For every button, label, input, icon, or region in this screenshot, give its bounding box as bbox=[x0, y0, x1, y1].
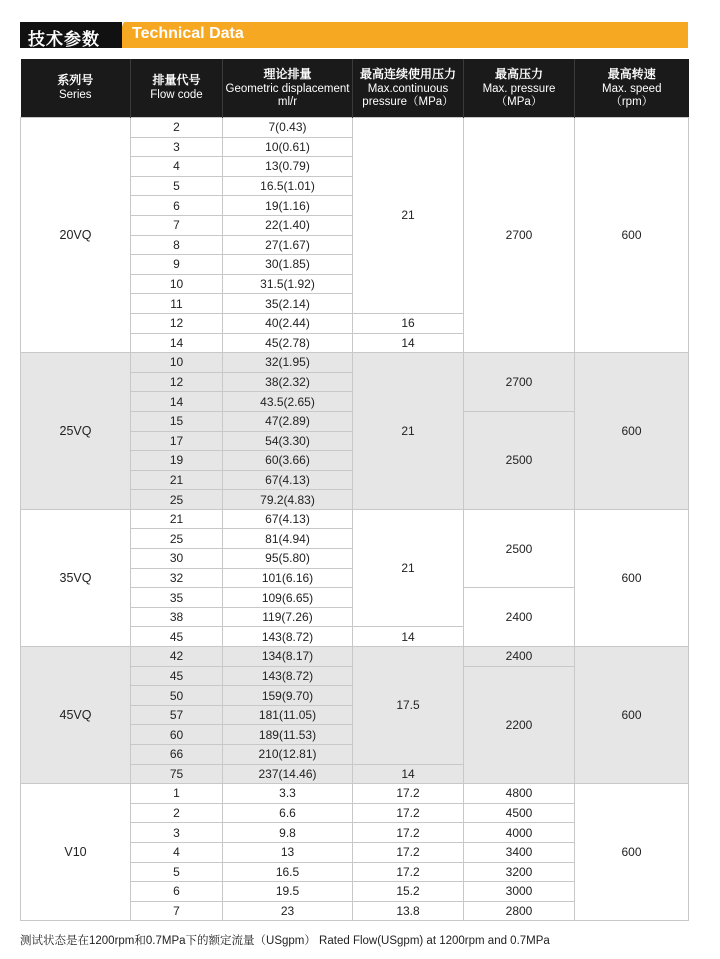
displacement-cell: 13(0.79) bbox=[223, 157, 353, 177]
max-pressure-cell: 2800 bbox=[464, 901, 575, 921]
column-header-series bbox=[21, 59, 131, 118]
continuous-pressure-cell: 15.2 bbox=[353, 882, 464, 902]
displacement-cell: 19.5 bbox=[223, 882, 353, 902]
series-cell: 20VQ bbox=[21, 118, 131, 353]
displacement-cell: 210(12.81) bbox=[223, 745, 353, 765]
max-speed-cell: 600 bbox=[575, 353, 689, 510]
column-header-en: （MPa） bbox=[495, 95, 543, 108]
column-header-flow-code bbox=[131, 59, 223, 118]
continuous-pressure-cell: 17.2 bbox=[353, 862, 464, 882]
table-row bbox=[21, 118, 689, 138]
max-pressure-cell: 2200 bbox=[464, 666, 575, 784]
displacement-cell: 101(6.16) bbox=[223, 568, 353, 588]
flow-code-cell: 21 bbox=[131, 509, 223, 529]
max-pressure-cell: 4000 bbox=[464, 823, 575, 843]
max-pressure-cell: 2700 bbox=[464, 118, 575, 353]
continuous-pressure-cell: 21 bbox=[353, 509, 464, 627]
displacement-cell: 23 bbox=[223, 901, 353, 921]
displacement-cell: 189(11.53) bbox=[223, 725, 353, 745]
flow-code-cell: 75 bbox=[131, 764, 223, 784]
displacement-cell: 16.5 bbox=[223, 862, 353, 882]
flow-code-cell: 3 bbox=[131, 137, 223, 157]
flow-code-cell: 11 bbox=[131, 294, 223, 314]
displacement-cell: 119(7.26) bbox=[223, 607, 353, 627]
displacement-cell: 143(8.72) bbox=[223, 627, 353, 647]
section-title-cn: 技术参数 bbox=[28, 30, 100, 49]
max-pressure-cell: 2400 bbox=[464, 647, 575, 667]
max-pressure-cell: 4500 bbox=[464, 803, 575, 823]
flow-code-cell: 60 bbox=[131, 725, 223, 745]
column-header-cn: 最高压力 bbox=[494, 66, 543, 81]
series-cell: V10 bbox=[21, 784, 131, 921]
flow-code-cell: 7 bbox=[131, 215, 223, 235]
max-pressure-cell: 3000 bbox=[464, 882, 575, 902]
continuous-pressure-cell: 17.2 bbox=[353, 803, 464, 823]
displacement-cell: 237(14.46) bbox=[223, 764, 353, 784]
column-header-cn: 最高转速 bbox=[607, 66, 656, 81]
table-row bbox=[21, 784, 689, 804]
continuous-pressure-cell: 16 bbox=[353, 313, 464, 333]
flow-code-cell: 66 bbox=[131, 745, 223, 765]
flow-code-cell: 2 bbox=[131, 118, 223, 138]
displacement-cell: 6.6 bbox=[223, 803, 353, 823]
column-header-continuous-pressure bbox=[353, 59, 464, 118]
max-speed-cell: 600 bbox=[575, 118, 689, 353]
displacement-cell: 109(6.65) bbox=[223, 588, 353, 608]
flow-code-cell: 50 bbox=[131, 686, 223, 706]
displacement-cell: 45(2.78) bbox=[223, 333, 353, 353]
table-row bbox=[21, 509, 689, 529]
footnote: 测试状态是在1200rpm和0.7MPa下的额定流量（USgpm） Rated Flow(USgpm) at 1200rpm and 0.7MPa bbox=[20, 935, 550, 947]
column-header-en: Max.continuous bbox=[367, 82, 449, 95]
displacement-cell: 38(2.32) bbox=[223, 372, 353, 392]
displacement-cell: 10(0.61) bbox=[223, 137, 353, 157]
max-pressure-cell: 2500 bbox=[464, 509, 575, 587]
displacement-cell: 95(5.80) bbox=[223, 549, 353, 569]
displacement-cell: 22(1.40) bbox=[223, 215, 353, 235]
flow-code-cell: 2 bbox=[131, 803, 223, 823]
displacement-cell: 35(2.14) bbox=[223, 294, 353, 314]
continuous-pressure-cell: 14 bbox=[353, 333, 464, 353]
displacement-cell: 40(2.44) bbox=[223, 313, 353, 333]
displacement-cell: 159(9.70) bbox=[223, 686, 353, 706]
continuous-pressure-cell: 14 bbox=[353, 764, 464, 784]
table-row bbox=[21, 353, 689, 373]
flow-code-cell: 32 bbox=[131, 568, 223, 588]
displacement-cell: 47(2.89) bbox=[223, 411, 353, 431]
displacement-cell: 67(4.13) bbox=[223, 470, 353, 490]
displacement-cell: 81(4.94) bbox=[223, 529, 353, 549]
continuous-pressure-cell: 17.2 bbox=[353, 784, 464, 804]
flow-code-cell: 12 bbox=[131, 313, 223, 333]
flow-code-cell: 30 bbox=[131, 549, 223, 569]
flow-code-cell: 6 bbox=[131, 882, 223, 902]
max-pressure-cell: 3200 bbox=[464, 862, 575, 882]
displacement-cell: 27(1.67) bbox=[223, 235, 353, 255]
column-header-max-speed bbox=[575, 59, 689, 118]
max-pressure-cell: 2700 bbox=[464, 353, 575, 412]
flow-code-cell: 10 bbox=[131, 274, 223, 294]
max-pressure-cell: 4800 bbox=[464, 784, 575, 804]
displacement-cell: 16.5(1.01) bbox=[223, 176, 353, 196]
column-header-en: （rpm） bbox=[610, 95, 654, 108]
displacement-cell: 67(4.13) bbox=[223, 509, 353, 529]
displacement-cell: 79.2(4.83) bbox=[223, 490, 353, 510]
flow-code-cell: 3 bbox=[131, 823, 223, 843]
flow-code-cell: 12 bbox=[131, 372, 223, 392]
displacement-cell: 181(11.05) bbox=[223, 705, 353, 725]
flow-code-cell: 35 bbox=[131, 588, 223, 608]
flow-code-cell: 15 bbox=[131, 411, 223, 431]
column-header-en: Geometric displacement bbox=[225, 82, 350, 95]
flow-code-cell: 9 bbox=[131, 255, 223, 275]
displacement-cell: 13 bbox=[223, 842, 353, 862]
continuous-pressure-cell: 14 bbox=[353, 627, 464, 647]
displacement-cell: 31.5(1.92) bbox=[223, 274, 353, 294]
flow-code-cell: 4 bbox=[131, 157, 223, 177]
flow-code-cell: 45 bbox=[131, 627, 223, 647]
max-speed-cell: 600 bbox=[575, 647, 689, 784]
flow-code-cell: 25 bbox=[131, 529, 223, 549]
column-header-cn: 理论排量 bbox=[263, 66, 312, 81]
displacement-cell: 3.3 bbox=[223, 784, 353, 804]
column-header-cn: 排量代号 bbox=[152, 73, 201, 87]
max-pressure-cell: 2400 bbox=[464, 588, 575, 647]
column-header-en: Series bbox=[58, 89, 92, 101]
table-row bbox=[21, 647, 689, 667]
displacement-cell: 19(1.16) bbox=[223, 196, 353, 216]
column-header-displacement bbox=[223, 59, 353, 118]
flow-code-cell: 5 bbox=[131, 176, 223, 196]
continuous-pressure-cell: 13.8 bbox=[353, 901, 464, 921]
displacement-cell: 30(1.85) bbox=[223, 255, 353, 275]
continuous-pressure-cell: 21 bbox=[353, 353, 464, 510]
continuous-pressure-cell: 17.2 bbox=[353, 823, 464, 843]
column-header-en: Max. pressure bbox=[482, 82, 556, 95]
continuous-pressure-cell: 17.5 bbox=[353, 647, 464, 765]
displacement-cell: 54(3.30) bbox=[223, 431, 353, 451]
flow-code-cell: 25 bbox=[131, 490, 223, 510]
series-cell: 25VQ bbox=[21, 353, 131, 510]
column-header-cn: 最高连续使用压力 bbox=[359, 66, 456, 81]
flow-code-cell: 14 bbox=[131, 392, 223, 412]
flow-code-cell: 6 bbox=[131, 196, 223, 216]
flow-code-cell: 14 bbox=[131, 333, 223, 353]
flow-code-cell: 19 bbox=[131, 451, 223, 471]
section-header bbox=[20, 22, 688, 48]
flow-code-cell: 42 bbox=[131, 647, 223, 667]
flow-code-cell: 21 bbox=[131, 470, 223, 490]
displacement-cell: 32(1.95) bbox=[223, 353, 353, 373]
displacement-cell: 134(8.17) bbox=[223, 647, 353, 667]
displacement-cell: 143(8.72) bbox=[223, 666, 353, 686]
flow-code-cell: 57 bbox=[131, 705, 223, 725]
column-header-en: pressure（MPa） bbox=[362, 95, 454, 108]
section-title-en: Technical Data bbox=[132, 25, 244, 42]
continuous-pressure-cell: 17.2 bbox=[353, 842, 464, 862]
flow-code-cell: 7 bbox=[131, 901, 223, 921]
max-speed-cell: 600 bbox=[575, 509, 689, 646]
table-header-row bbox=[21, 59, 689, 118]
displacement-cell: 60(3.66) bbox=[223, 451, 353, 471]
column-header-max-pressure bbox=[464, 59, 575, 118]
column-header-cn: 系列号 bbox=[57, 73, 94, 87]
flow-code-cell: 45 bbox=[131, 666, 223, 686]
technical-data-table bbox=[20, 59, 689, 921]
flow-code-cell: 8 bbox=[131, 235, 223, 255]
column-header-en: Max. speed bbox=[602, 82, 662, 95]
series-cell: 45VQ bbox=[21, 647, 131, 784]
continuous-pressure-cell: 21 bbox=[353, 118, 464, 314]
column-header-en: ml/r bbox=[277, 95, 298, 108]
displacement-cell: 9.8 bbox=[223, 823, 353, 843]
flow-code-cell: 10 bbox=[131, 353, 223, 373]
column-header-en: Flow code bbox=[150, 89, 203, 101]
series-cell: 35VQ bbox=[21, 509, 131, 646]
max-pressure-cell: 2500 bbox=[464, 411, 575, 509]
max-speed-cell: 600 bbox=[575, 784, 689, 921]
flow-code-cell: 1 bbox=[131, 784, 223, 804]
flow-code-cell: 5 bbox=[131, 862, 223, 882]
flow-code-cell: 17 bbox=[131, 431, 223, 451]
displacement-cell: 43.5(2.65) bbox=[223, 392, 353, 412]
displacement-cell: 7(0.43) bbox=[223, 118, 353, 138]
flow-code-cell: 38 bbox=[131, 607, 223, 627]
max-pressure-cell: 3400 bbox=[464, 842, 575, 862]
flow-code-cell: 4 bbox=[131, 842, 223, 862]
